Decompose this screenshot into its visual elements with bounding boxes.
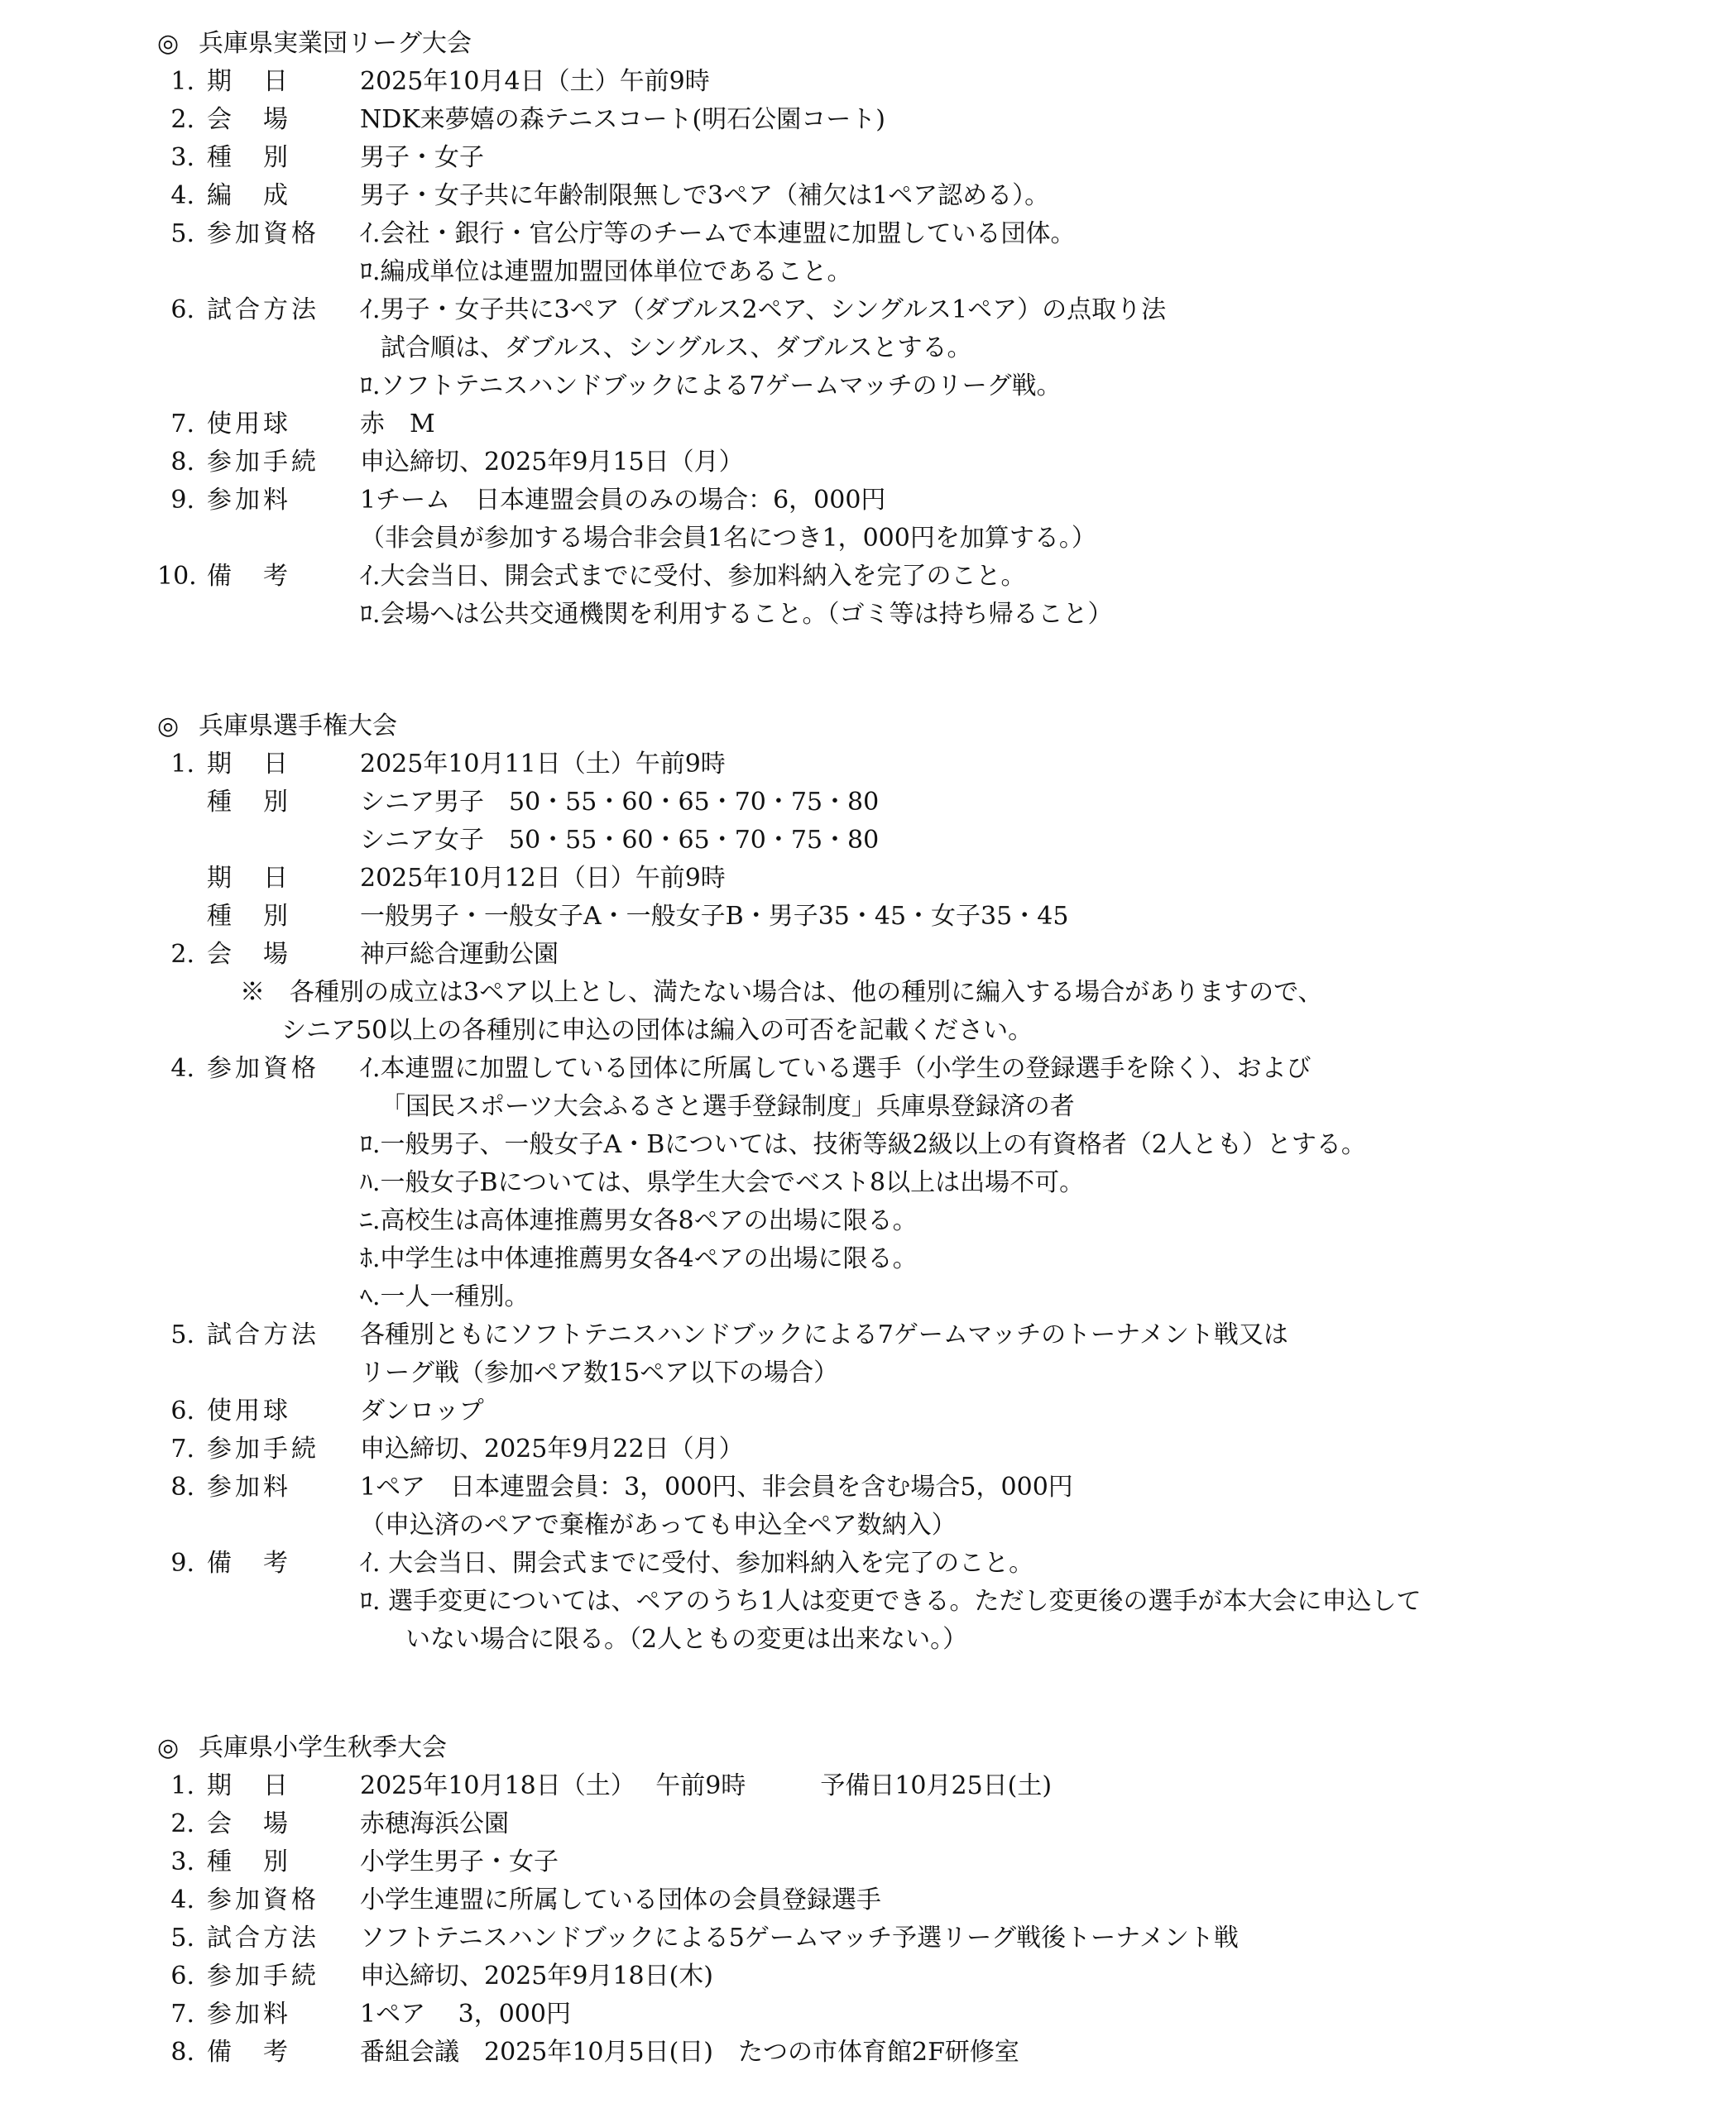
item-number: 1. [170,1771,194,1800]
section-jitsugyodan-league [157,25,1696,634]
item-value: ﾍ.一人一種別。 [360,1282,530,1311]
note-line: ※ 各種別の成立は3ペア以上とし、満たない場合は、他の種別に編入する場合がありますので、 [240,978,1323,1007]
item-value: ﾊ.一般女子Bについては、県学生大会でベスト8以上は出場不可。 [360,1168,1085,1197]
item-label: 参加資格 [207,1054,319,1083]
item-value: ｲ. 大会当日、開会式までに受付、参加料納入を完了のこと。 [360,1549,1034,1578]
note-line: シニア50以上の各種別に申込の団体は編入の可否を記載ください。 [281,1016,1033,1045]
item-label: 試合方法 [207,1924,319,1953]
list-item [157,1469,1696,1507]
item-label: 使用球 [207,1397,291,1426]
item-number: 9. [170,1549,194,1578]
list-item [157,1881,1696,1919]
item-value: 赤穂海浜公園 [360,1809,509,1838]
item-label: 会 場 [207,940,291,969]
item-number: 2. [170,1809,194,1838]
item-value: NDK来夢嬉の森テニスコート(明石公園コート) [360,105,885,134]
item-label: 参加手続 [207,1962,319,1991]
item-continuation [157,367,1696,405]
section-elementary-autumn [157,1729,1696,2072]
item-label: 種 別 [207,1847,291,1876]
item-number: 4. [170,181,194,210]
item-number: 7. [170,2000,194,2029]
list-item [157,405,1696,443]
item-number: 4. [170,1886,194,1914]
list-item [157,783,1696,822]
list-item [157,177,1696,215]
item-continuation [157,520,1696,558]
item-continuation [157,253,1696,291]
item-label: 編 成 [207,181,291,210]
item-value: 小学生連盟に所属している団体の会員登録選手 [360,1886,881,1914]
section-title [157,1729,1696,1767]
item-continuation [157,822,1696,860]
item-label: 期 日 [207,864,291,893]
list-item [157,101,1696,139]
item-label: 期 日 [207,67,291,96]
list-item [157,2034,1696,2072]
item-value: 神戸総合運動公園 [360,940,559,969]
item-value: 番組会議 2025年10月5日(日) たつの市体育館2F研修室 [360,2038,1019,2067]
item-number: 7. [170,1435,194,1464]
item-label: 備 考 [207,1549,291,1578]
item-number [157,898,203,936]
item-value: 申込締切、2025年9月18日(木) [360,1962,714,1991]
item-value: ｲ.会社・銀行・官公庁等のチームで本連盟に加盟している団体。 [360,219,1076,248]
list-item [157,1919,1696,1957]
item-value: 小学生男子・女子 [360,1847,559,1876]
item-value: 一般男子・一般女子A・一般女子B・男子35・45・女子35・45 [360,902,1069,931]
section-title-text: 兵庫県実業団リーグ大会 [199,29,472,58]
item-value: リーグ戦（参加ペア数15ペア以下の場合） [360,1358,839,1387]
item-label: 期 日 [207,1771,291,1800]
item-number: 4. [170,1054,194,1083]
list-item [157,936,1696,974]
item-value: ｲ.大会当日、開会式までに受付、参加料納入を完了のこと。 [360,562,1026,591]
item-value: 申込締切、2025年9月15日（月） [360,448,744,477]
item-value: シニア女子 50・55・60・65・70・75・80 [360,826,880,855]
list-item [157,745,1696,783]
item-number: 5. [170,1924,194,1953]
item-number: 1. [170,750,194,779]
item-continuation [157,1583,1696,1621]
list-item [157,215,1696,253]
item-label: 種 別 [207,143,291,172]
item-continuation [157,1088,1696,1126]
list-item [157,482,1696,520]
item-value: 赤 M [360,410,435,438]
item-number: 6. [170,1397,194,1426]
item-value: 男子・女子 [360,143,484,172]
item-value: ﾛ.ソフトテニスハンドブックによる7ゲームマッチのリーグ戦。 [360,371,1062,400]
item-label: 会 場 [207,1809,291,1838]
list-item [157,1392,1696,1430]
double-circle-icon: ◎ [157,1733,180,1762]
list-item [157,558,1696,596]
item-number: 3. [170,1847,194,1876]
item-label: 参加料 [207,1473,291,1502]
item-value: シニア男子 50・55・60・65・70・75・80 [360,788,880,817]
item-value: 試合順は、ダブルス、シングルス、ダブルスとする。 [381,333,972,362]
item-label: 参加料 [207,486,291,515]
item-label: 参加料 [207,2000,291,2029]
section-title-text: 兵庫県選手権大会 [199,712,397,740]
item-value: 1ペア 3，000円 [360,2000,571,2029]
item-value: 2025年10月4日（土）午前9時 [360,67,710,96]
item-value: ダンロップ [360,1397,484,1426]
item-number: 6. [170,1962,194,1991]
item-value: 2025年10月12日（日）午前9時 [360,864,726,893]
item-continuation [157,1354,1696,1392]
item-value: 申込締切、2025年9月22日（月） [360,1435,744,1464]
item-value: ソフトテニスハンドブックによる5ゲームマッチ予選リーグ戦後トーナメント戦 [360,1924,1239,1953]
item-label: 期 日 [207,750,291,779]
item-continuation [157,1240,1696,1278]
item-label: 備 考 [207,2038,291,2067]
list-item [157,1843,1696,1881]
item-number: 7. [170,410,194,438]
item-label: 会 場 [207,105,291,134]
item-label: 備 考 [207,562,291,591]
item-value: いない場合に限る。（2人ともの変更は出来ない。） [405,1625,968,1654]
item-label: 種 別 [207,902,291,931]
item-number: 8. [170,1473,194,1502]
item-label: 参加手続 [207,448,319,477]
item-value: ﾎ.中学生は中体連推薦男女各4ペアの出場に限る。 [360,1244,918,1273]
item-number: 1. [170,67,194,96]
item-number [157,860,203,898]
item-continuation [157,1507,1696,1545]
item-label: 試合方法 [207,295,319,324]
item-number [157,783,203,822]
item-continuation [157,1278,1696,1316]
item-number: 2. [170,940,194,969]
item-value: ﾛ.一般男子、一般女子A・Bについては、技術等級2級以上の有資格者（2人とも）とする。 [360,1130,1366,1159]
list-item [157,1050,1696,1088]
item-number: 3. [170,143,194,172]
list-item [157,1996,1696,2034]
item-value: ﾛ.会場へは公共交通機関を利用すること。（ゴミ等は持ち帰ること） [360,600,1113,629]
list-item [157,291,1696,329]
item-number: 10. [157,562,197,591]
item-value: ﾛ. 選手変更については、ペアのうち1人は変更できる。ただし変更後の選手が本大会に申込して [360,1587,1422,1616]
item-value: 「国民スポーツ大会ふるさと選手登録制度」兵庫県登録済の者 [381,1092,1075,1121]
item-number: 8. [170,2038,194,2067]
item-value: 男子・女子共に年齢制限無しで3ペア（補欠は1ペア認める）。 [360,181,1050,210]
list-item [157,1805,1696,1843]
item-value: （申込済のペアで棄権があっても申込全ペア数納入） [360,1511,957,1540]
item-number: 5. [170,1320,194,1349]
item-continuation [157,1164,1696,1202]
double-circle-icon: ◎ [157,712,180,740]
list-item [157,1430,1696,1469]
list-item [157,63,1696,101]
item-value: 1チーム 日本連盟会員のみの場合：6，000円 [360,486,886,515]
item-number: 6. [170,295,194,324]
list-item [157,898,1696,936]
item-value: 2025年10月18日（土） 午前9時 予備日10月25日(土) [360,1771,1053,1800]
double-circle-icon: ◎ [157,29,180,58]
item-value: 2025年10月11日（土）午前9時 [360,750,726,779]
list-item [157,139,1696,177]
item-continuation [157,596,1696,634]
item-number: 2. [170,105,194,134]
item-number: 5. [170,219,194,248]
list-item [157,1545,1696,1583]
section-title [157,25,1696,63]
list-item [157,443,1696,482]
item-continuation [157,1126,1696,1164]
item-continuation [157,329,1696,367]
item-label: 参加資格 [207,219,319,248]
item-label: 種 別 [207,788,291,817]
item-continuation [157,1621,1696,1659]
list-item [157,860,1696,898]
item-label: 参加資格 [207,1886,319,1914]
list-item [157,1316,1696,1354]
item-number: 9. [170,486,194,515]
section-championship [157,707,1696,1659]
item-continuation [157,1202,1696,1240]
item-value: 1ペア 日本連盟会員：3，000円、非会員を含む場合5，000円 [360,1473,1073,1502]
item-value: 各種別ともにソフトテニスハンドブックによる7ゲームマッチのトーナメント戦又は [360,1320,1288,1349]
section-title-text: 兵庫県小学生秋季大会 [199,1733,447,1762]
section-title [157,707,1696,745]
item-value: ｲ.男子・女子共に3ペア（ダブルス2ペア、シングルス1ペア）の点取り法 [360,295,1167,324]
item-label: 参加手続 [207,1435,319,1464]
item-label: 試合方法 [207,1320,319,1349]
list-item [157,1767,1696,1805]
item-value: （非会員が参加する場合非会員1名につき1，000円を加算する。） [360,524,1096,553]
item-value: ｲ.本連盟に加盟している団体に所属している選手（小学生の登録選手を除く）、および [360,1054,1312,1083]
list-item [157,1957,1696,1996]
item-value: ﾛ.編成単位は連盟加盟団体単位であること。 [360,257,852,286]
item-label: 使用球 [207,410,291,438]
item-value: ﾆ.高校生は高体連推薦男女各8ペアの出場に限る。 [360,1206,918,1235]
item-number: 8. [170,448,194,477]
